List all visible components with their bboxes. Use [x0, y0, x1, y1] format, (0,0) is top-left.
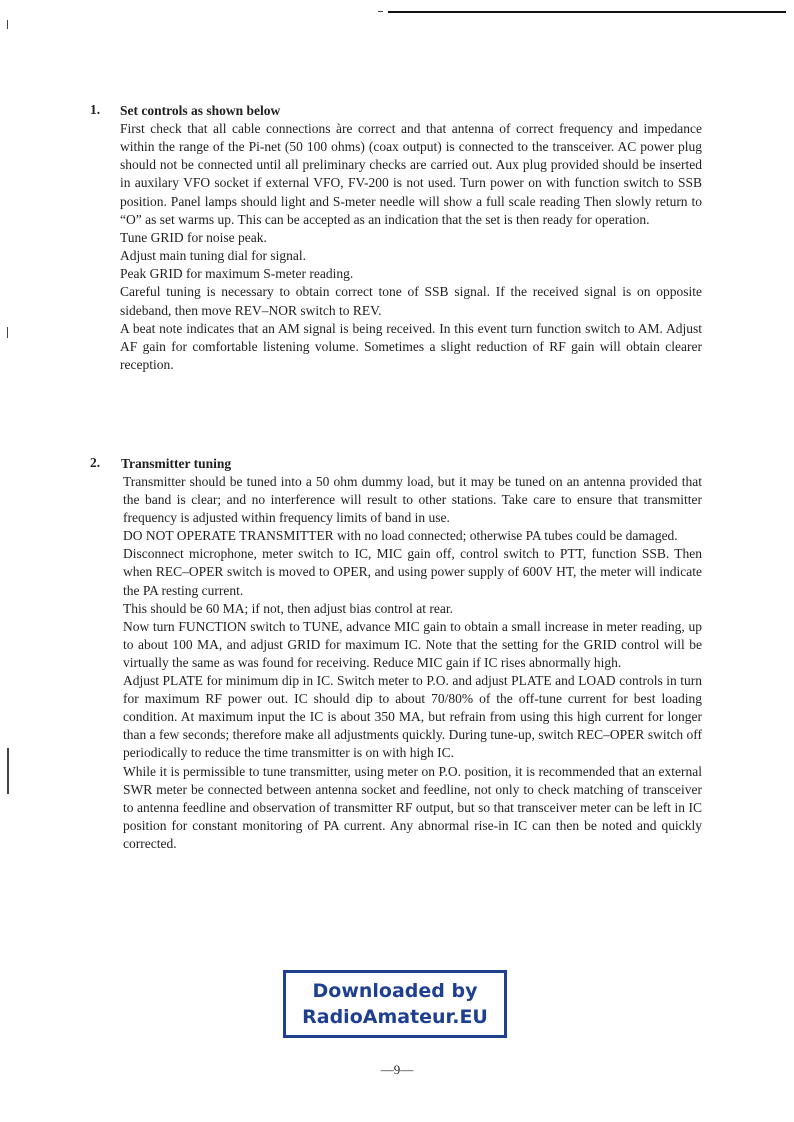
section-body	[123, 473, 702, 853]
section-set-controls	[90, 102, 702, 374]
download-badge[interactable]	[283, 970, 507, 1038]
edge-mark	[7, 748, 9, 794]
section-transmitter-tuning	[90, 455, 702, 853]
paragraph: Tune GRID for noise peak.	[120, 229, 267, 245]
paragraph: Adjust PLATE for minimum dip in IC. Switch meter to P.O. and adjust PLATE and LOAD controls in turn for maximum RF power out. IC should dip to about 70/80% of the off-tune current for best loading condition. At maximum input the IC is about 350 MA, but refrain from using this high current for longer than a few seconds; therefore make all adjustments quickly. During tune-up, switch REC–OPER switch off periodically to reduce the time transmitter is on with high IC.	[123, 673, 702, 761]
badge-line-1: Downloaded by	[312, 980, 478, 1002]
section-number: 2.	[90, 455, 101, 470]
section-title: Set controls as shown below	[120, 103, 281, 118]
paragraph: Disconnect microphone, meter switch to IC, MIC gain off, control switch to PTT, function SSB. Then when REC–OPER switch is moved to OPER, and using power supply of 600V HT, the meter will indicate the PA resting current.	[123, 546, 702, 598]
top-rule-stub	[378, 11, 383, 12]
paragraph: First check that all cable connections àre correct and that antenna of correct frequency and impedance within the range of the Pi-net (50 100 ohms) (coax output) is connected to the transceiver. AC power plug should not be connected until all preliminary checks are carried out. Aux plug provided should be inserted in auxilary VFO socket if external VFO, FV-200 is not used. Turn power on with function switch to SSB position. Panel lamps should light and S-meter needle will show a full scale reading Then slowly return to “O” as set warms up. This can be accepted as an indication that the set is then ready for operation.	[120, 121, 702, 227]
section-number: 1.	[90, 102, 101, 117]
paragraph: Careful tuning is necessary to obtain correct tone of SSB signal. If the received signal is on opposite sideband, then move REV–NOR switch to REV.	[120, 284, 702, 318]
section-title: Transmitter tuning	[121, 456, 232, 471]
section-body	[120, 120, 702, 374]
paragraph: While it is permissible to tune transmitter, using meter on P.O. position, it is recommended that an external SWR meter be connected between antenna socket and feedline, not only to check matching of transceiver to antenna feedline and observation of transmitter RF output, but so that transceiver meter can be left in IC position for constant monitoring of PA current. Any abnormal rise-in IC can then be noted and quickly corrected.	[123, 763, 702, 851]
paragraph: A beat note indicates that an AM signal is being received. In this event turn function switch to AM. Adjust AF gain for comfortable listening volume. Sometimes a slight reduction of RF gain will obtain clearer reception.	[120, 320, 702, 373]
edge-mark	[7, 20, 8, 29]
edge-mark	[7, 327, 8, 338]
paragraph: DO NOT OPERATE TRANSMITTER with no load connected; otherwise PA tubes could be damaged.	[123, 528, 678, 544]
paragraph: Adjust main tuning dial for signal.	[120, 248, 306, 264]
paragraph: This should be 60 MA; if not, then adjust bias control at rear.	[123, 600, 453, 616]
paragraph: Peak GRID for maximum S-meter reading.	[120, 266, 354, 282]
paragraph: Transmitter should be tuned into a 50 ohm dummy load, but it may be tuned on an antenna provided that the band is clear; and no interference will result to other stations. Take care to ensure that transmitter frequency is adjusted within frequency limits of band in use.	[123, 474, 702, 526]
badge-line-2: RadioAmateur.EU	[302, 1006, 488, 1028]
top-rule	[388, 11, 786, 13]
page-number: —9—	[380, 1062, 414, 1077]
paragraph: Now turn FUNCTION switch to TUNE, advance MIC gain to obtain a small increase in meter reading, up to about 100 MA, and adjust GRID for maximum IC. Note that the setting for the GRID control will be virtually the same as was found for receiving. Reduce MIC gain if IC rises abnormally high.	[123, 618, 702, 670]
